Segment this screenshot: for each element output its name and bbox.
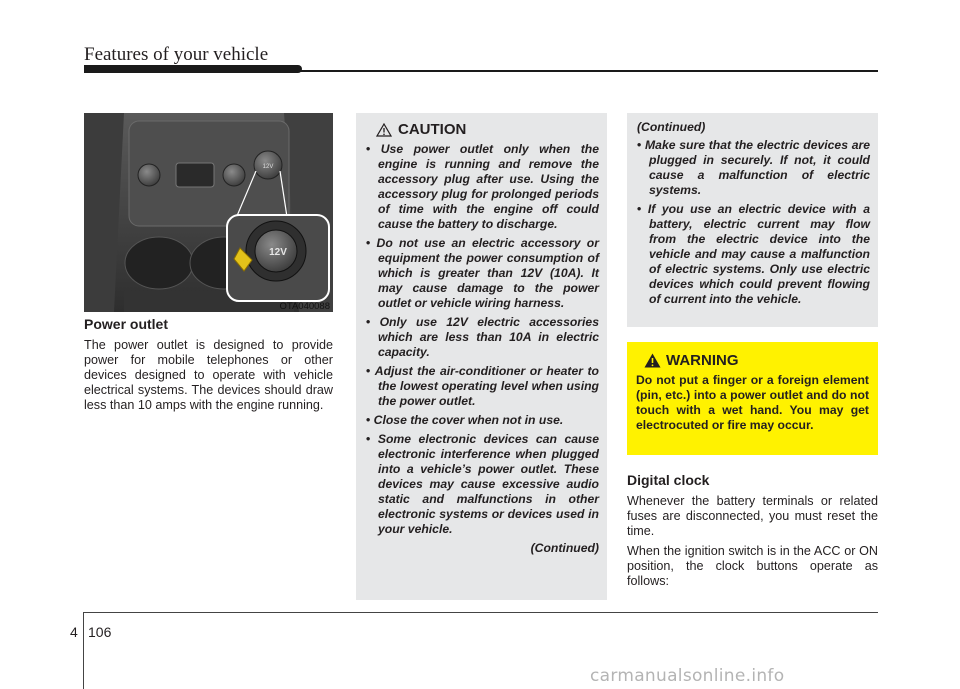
digital-clock-heading: Digital clock: [627, 472, 710, 488]
caution-item: • If you use an electric device with a battery, electric current may flow from the electric device into the vehicle and may cause a malfunction of electric systems. Only use electric devices which could prevent flowing of current into the vehicle.: [637, 202, 870, 307]
warning-header: [644, 352, 869, 369]
caution-list: [366, 142, 599, 537]
power-outlet-description: The power outlet is designed to provide power for mobile telephones or other devices designed to operate with vehicle electrical systems. The devices should draw less than 10 amps with the engine running.: [84, 338, 333, 412]
header-bar: [84, 65, 302, 73]
page-number: 106: [88, 624, 112, 640]
caution-triangle-icon: [376, 123, 392, 137]
small-12v-label: 12V: [262, 164, 274, 170]
caution-item: • Use power outlet only when the engine is running and remove the accessory plug after use. Using the accessory plug for prolonged periods of time with the engine off could cause the battery to discharge.: [366, 142, 599, 232]
caution-item: • Make sure that the electric devices are plugged in securely. If not, it could cause a malfunction of electric systems.: [637, 138, 870, 198]
digital-clock-para-1: Whenever the battery terminals or related fuses are disconnected, you must reset the time.: [627, 494, 878, 538]
warning-title: WARNING: [666, 352, 739, 369]
page-header-title: Features of your vehicle: [84, 44, 269, 65]
warning-triangle-icon: [644, 353, 661, 368]
caution-continued-box: [627, 113, 878, 327]
caution-item: • Some electronic devices can cause electronic interference when plugged into a vehicle’s power outlet. These devices may cause excessive audio static and malfunctions in other electronic systems or devices used in your vehicle.: [366, 432, 599, 537]
caution-title: CAUTION: [398, 121, 467, 138]
large-12v-label: 12V: [269, 247, 287, 258]
caution-item: • Do not use an electric accessory or equipment the power consumption of which is greater than 12V (10A). It may cause damage to the power outlet or vehicle wiring harness.: [366, 236, 599, 311]
footer-rule: [84, 612, 878, 613]
digital-clock-para-2: When the ignition switch is in the ACC or ON position, the clock buttons operate as follows:: [627, 544, 878, 588]
warning-text: Do not put a finger or a foreign element (pin, etc.) into a power outlet and do not touch with a wet hand. You may get electrocuted or fire may occur.: [636, 373, 869, 432]
header-rule: [300, 70, 878, 72]
digital-clock-section: [627, 472, 878, 594]
chapter-number: 4: [70, 624, 78, 640]
power-outlet-heading: Power outlet: [84, 316, 169, 332]
watermark: carmanualsonline.info: [590, 666, 785, 686]
warning-box: [627, 342, 878, 455]
power-outlet-section: [84, 316, 333, 413]
caution-box: [356, 113, 607, 600]
footer-divider: [83, 612, 84, 689]
caution-item: • Close the cover when not in use.: [366, 413, 599, 428]
caution-header: [376, 121, 599, 138]
caution-item: • Only use 12V electric accessories which are less than 10A in electric capacity.: [366, 315, 599, 360]
continued-list: [637, 138, 870, 307]
caution-continued: (Continued): [530, 541, 599, 555]
power-outlet-photo: [84, 113, 333, 312]
figure-code: OTA040088: [279, 301, 330, 312]
caution-item: • Adjust the air-conditioner or heater to the lowest operating level when using the power outlet.: [366, 364, 599, 409]
continued-label: (Continued): [637, 120, 706, 134]
